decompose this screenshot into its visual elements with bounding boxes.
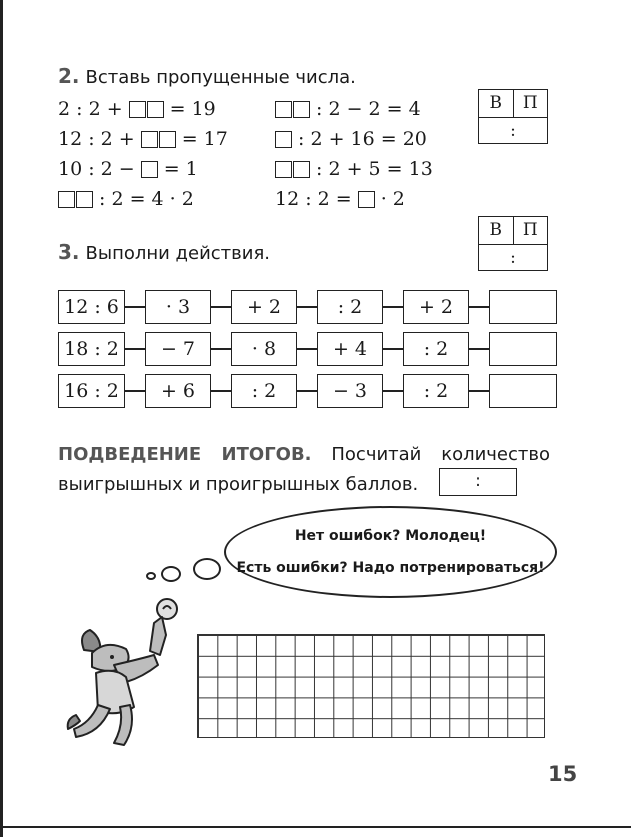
bubble-dot-large (193, 558, 221, 580)
task2-eq-left-1 (58, 98, 222, 120)
bubble-line-1: Нет ошибок? Молодец! (294, 528, 487, 544)
answer-boxes[interactable] (141, 131, 176, 148)
eq-text: : 2 − 2 = 4 (316, 98, 421, 120)
eq-text: : 2 = 4 · 2 (99, 188, 194, 210)
score-separator: : (510, 121, 516, 141)
chain-step: · 8 (231, 332, 297, 366)
eq-text: = 17 (181, 128, 228, 150)
chain-row-1 (58, 290, 557, 324)
thought-bubble (224, 506, 557, 598)
task3-score-box[interactable] (478, 216, 548, 271)
chain-step: − 3 (317, 374, 383, 408)
task2-instruction: Вставь пропущенные числа. (85, 67, 356, 88)
chain-start: 16 : 2 (58, 374, 125, 408)
score-separator: : (510, 248, 516, 268)
score-lose-label: П (513, 217, 548, 244)
eq-text: 12 : 2 + (58, 128, 135, 150)
eq-text: 10 : 2 − (58, 158, 135, 180)
task2-eq-right-4 (275, 188, 411, 210)
answer-boxes[interactable] (275, 161, 310, 178)
page-left-border (0, 0, 3, 837)
answer-box[interactable] (141, 161, 158, 178)
chain-step: : 2 (403, 374, 469, 408)
task2-eq-left-2 (58, 128, 234, 150)
chain-start: 12 : 6 (58, 290, 125, 324)
chain-answer-box[interactable] (489, 290, 557, 324)
chain-start: 18 : 2 (58, 332, 125, 366)
task3-title (58, 240, 270, 264)
answer-boxes[interactable] (58, 191, 93, 208)
practice-grid[interactable] (197, 634, 545, 738)
chain-step: + 2 (231, 290, 297, 324)
task2-eq-right-3 (275, 158, 439, 180)
eq-text: = 1 (163, 158, 198, 180)
eq-text: : 2 + 5 = 13 (316, 158, 433, 180)
chain-step: : 2 (231, 374, 297, 408)
answer-boxes[interactable] (129, 101, 164, 118)
score-win-label: В (489, 220, 502, 240)
dog-illustration (62, 595, 192, 750)
task3-instruction: Выполни действия. (85, 243, 271, 264)
chain-answer-box[interactable] (489, 332, 557, 366)
summary-text: Посчитай количество выигрышных и проигрышных баллов. (58, 444, 551, 495)
bubble-dot-small (146, 572, 156, 580)
eq-text: : 2 + 16 = 20 (298, 128, 427, 150)
chain-step: : 2 (317, 290, 383, 324)
score-win-label: В (489, 93, 502, 113)
eq-text: 12 : 2 = (275, 188, 352, 210)
task2-eq-right-2 (275, 128, 433, 150)
chain-step: + 4 (317, 332, 383, 366)
chain-answer-box[interactable] (489, 374, 557, 408)
task2-number: 2. (58, 64, 80, 88)
chain-step: : 2 (403, 332, 469, 366)
chain-row-2 (58, 332, 557, 366)
task2-eq-left-3 (58, 158, 204, 180)
answer-boxes[interactable] (275, 101, 310, 118)
bubble-line-2: Есть ошибки? Надо потренироваться! (236, 560, 545, 576)
eq-text: · 2 (380, 188, 405, 210)
page-bottom-border (0, 826, 631, 828)
eq-text: 2 : 2 + (58, 98, 123, 120)
chain-step: · 3 (145, 290, 211, 324)
task2-eq-right-1 (275, 98, 427, 120)
score-lose-label: П (513, 90, 548, 117)
summary-heading: ПОДВЕДЕНИЕ ИТОГОВ. (58, 444, 312, 465)
task2-eq-left-4 (58, 188, 200, 210)
task2-title (58, 64, 356, 88)
task3-number: 3. (58, 240, 80, 264)
chain-step: + 2 (403, 290, 469, 324)
answer-box[interactable] (275, 131, 292, 148)
bubble-dot-medium (161, 566, 181, 582)
chain-step: − 7 (145, 332, 211, 366)
page-number: 15 (548, 762, 578, 786)
eq-text: = 19 (169, 98, 216, 120)
chain-step: + 6 (145, 374, 211, 408)
answer-box[interactable] (358, 191, 375, 208)
chain-row-3 (58, 374, 557, 408)
summary-score-box[interactable]: : (439, 468, 517, 496)
task2-score-box[interactable] (478, 89, 548, 144)
